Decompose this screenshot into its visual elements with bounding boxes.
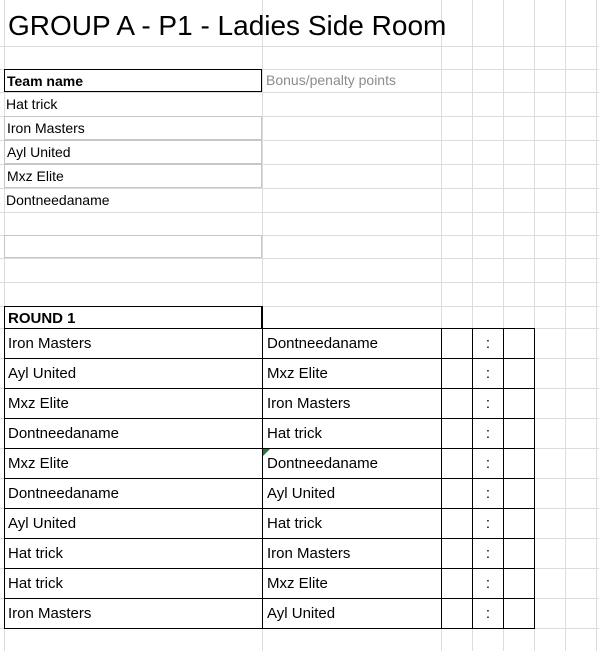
away-score-cell[interactable] bbox=[503, 598, 535, 629]
away-score-cell[interactable] bbox=[503, 388, 535, 419]
score-separator: : bbox=[472, 448, 504, 479]
home-team-cell[interactable]: Dontneedaname bbox=[4, 478, 263, 509]
team-cell[interactable]: Iron Masters bbox=[4, 116, 262, 140]
away-score-cell[interactable] bbox=[503, 568, 535, 599]
score-separator: : bbox=[472, 538, 504, 569]
home-score-cell[interactable] bbox=[441, 328, 473, 359]
home-team-cell[interactable]: Iron Masters bbox=[4, 598, 263, 629]
bonus-penalty-header[interactable]: Bonus/penalty points bbox=[266, 72, 396, 88]
score-separator: : bbox=[472, 418, 504, 449]
score-separator: : bbox=[472, 328, 504, 359]
away-team-cell[interactable]: Ayl United bbox=[262, 478, 442, 509]
home-team-cell[interactable]: Mxz Elite bbox=[4, 448, 263, 479]
team-cell[interactable]: Ayl United bbox=[4, 140, 262, 164]
team-cell[interactable] bbox=[4, 235, 262, 258]
away-team-cell[interactable]: Iron Masters bbox=[262, 388, 442, 419]
away-score-cell[interactable] bbox=[503, 538, 535, 569]
score-separator: : bbox=[472, 388, 504, 419]
comment-indicator-icon bbox=[263, 449, 270, 456]
away-team-cell[interactable]: Mxz Elite bbox=[262, 568, 442, 599]
score-separator: : bbox=[472, 598, 504, 629]
home-score-cell[interactable] bbox=[441, 598, 473, 629]
away-team-cell[interactable]: Hat trick bbox=[262, 508, 442, 539]
team-cell[interactable]: Dontneedaname bbox=[6, 192, 110, 208]
away-team-cell[interactable]: Mxz Elite bbox=[262, 358, 442, 389]
home-team-cell[interactable]: Hat trick bbox=[4, 568, 263, 599]
score-separator: : bbox=[472, 478, 504, 509]
away-score-cell[interactable] bbox=[503, 448, 535, 479]
home-team-cell[interactable]: Dontneedaname bbox=[4, 418, 263, 449]
away-score-cell[interactable] bbox=[503, 478, 535, 509]
score-separator: : bbox=[472, 568, 504, 599]
away-team-cell[interactable]: Iron Masters bbox=[262, 538, 442, 569]
team-cell[interactable]: Hat trick bbox=[6, 96, 58, 112]
home-team-cell[interactable]: Mxz Elite bbox=[4, 388, 263, 419]
home-score-cell[interactable] bbox=[441, 508, 473, 539]
home-score-cell[interactable] bbox=[441, 538, 473, 569]
away-score-cell[interactable] bbox=[503, 328, 535, 359]
away-team-cell[interactable]: Dontneedaname bbox=[262, 448, 442, 479]
team-cell[interactable]: Mxz Elite bbox=[4, 164, 262, 188]
round-label[interactable]: ROUND 1 bbox=[4, 306, 262, 329]
away-score-cell[interactable] bbox=[503, 508, 535, 539]
home-score-cell[interactable] bbox=[441, 388, 473, 419]
home-score-cell[interactable] bbox=[441, 478, 473, 509]
home-score-cell[interactable] bbox=[441, 448, 473, 479]
sheet-title[interactable]: GROUP A - P1 - Ladies Side Room bbox=[8, 10, 447, 41]
home-team-cell[interactable]: Iron Masters bbox=[4, 328, 263, 359]
home-team-cell[interactable]: Hat trick bbox=[4, 538, 263, 569]
away-team-cell[interactable]: Hat trick bbox=[262, 418, 442, 449]
home-score-cell[interactable] bbox=[441, 568, 473, 599]
score-separator: : bbox=[472, 508, 504, 539]
away-score-cell[interactable] bbox=[503, 358, 535, 389]
home-score-cell[interactable] bbox=[441, 418, 473, 449]
away-team-cell[interactable]: Ayl United bbox=[262, 598, 442, 629]
score-separator: : bbox=[472, 358, 504, 389]
away-score-cell[interactable] bbox=[503, 418, 535, 449]
team-name-header[interactable]: Team name bbox=[4, 69, 262, 92]
round-label-adjacent-cell[interactable] bbox=[261, 306, 263, 329]
away-team-cell[interactable]: Dontneedaname bbox=[262, 328, 442, 359]
home-team-cell[interactable]: Ayl United bbox=[4, 358, 263, 389]
home-team-cell[interactable]: Ayl United bbox=[4, 508, 263, 539]
home-score-cell[interactable] bbox=[441, 358, 473, 389]
